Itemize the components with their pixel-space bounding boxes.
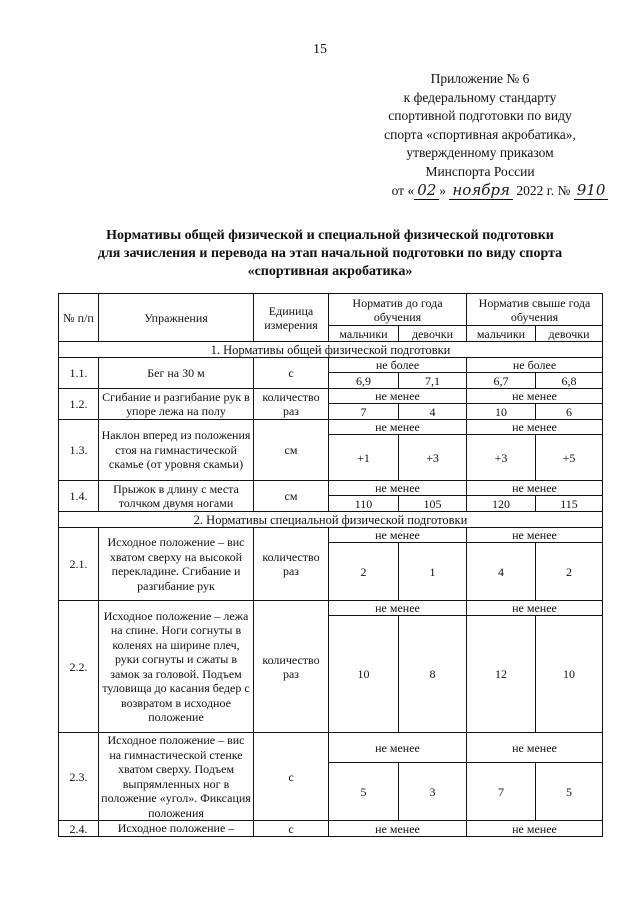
condition-cell: не менее <box>329 821 467 837</box>
exercise-cell: Наклон вперед из положения стоя на гимнастической скамье (от уровня скамьи) <box>99 420 254 481</box>
value-cell: 10 <box>536 616 603 733</box>
condition-cell: не менее <box>467 733 603 763</box>
title-line: «спортивная акробатика» <box>247 264 413 279</box>
value-cell: 12 <box>467 616 536 733</box>
value-cell: 5 <box>536 763 603 821</box>
value-cell: 6,9 <box>329 373 399 389</box>
condition-cell: не менее <box>329 481 467 496</box>
value-cell: 5 <box>329 763 399 821</box>
table-row <box>59 733 603 763</box>
value-cell: 115 <box>536 496 603 512</box>
handwritten-day: 02 <box>414 181 439 200</box>
condition-cell: не менее <box>467 481 603 496</box>
document-title <box>60 227 600 281</box>
unit-cell: с <box>254 358 329 389</box>
condition-cell: не менее <box>467 528 603 543</box>
value-cell: 7 <box>467 763 536 821</box>
value-cell: 7 <box>329 404 399 420</box>
unit-cell: см <box>254 420 329 481</box>
appendix-line: к федеральному стандарту <box>403 89 557 105</box>
unit-cell: количество раз <box>254 389 329 420</box>
exercise-cell: Прыжок в длину с места толчком двумя ногами <box>99 481 254 512</box>
condition-cell: не менее <box>329 389 467 404</box>
value-cell: 10 <box>329 616 399 733</box>
header-row <box>59 294 603 326</box>
condition-cell: не менее <box>467 420 603 435</box>
row-number: 1.2. <box>59 389 99 420</box>
value-cell: 4 <box>467 543 536 601</box>
value-cell: 6 <box>536 404 603 420</box>
exercise-cell: Исходное положение – <box>99 821 254 837</box>
row-number: 1.4. <box>59 481 99 512</box>
value-cell: +3 <box>467 435 536 481</box>
value-cell: 1 <box>399 543 467 601</box>
condition-cell: не менее <box>467 389 603 404</box>
header-girls: девочки <box>536 326 603 342</box>
row-number: 2.3. <box>59 733 99 821</box>
value-cell: 7,1 <box>399 373 467 389</box>
appendix-block <box>330 70 630 201</box>
value-cell: 10 <box>467 404 536 420</box>
table-row <box>59 821 603 837</box>
table-row <box>59 601 603 616</box>
value-cell: +1 <box>329 435 399 481</box>
unit-cell: количество раз <box>254 601 329 733</box>
exercise-cell: Сгибание и разгибание рук в упоре лежа на полу <box>99 389 254 420</box>
row-number: 1.3. <box>59 420 99 481</box>
handwritten-month: ноября <box>449 181 513 200</box>
value-cell: 6,7 <box>467 373 536 389</box>
condition-cell: не менее <box>329 528 467 543</box>
title-line: Нормативы общей физической и специальной физической подготовки <box>106 228 554 243</box>
unit-cell: количество раз <box>254 528 329 601</box>
section-row <box>59 512 603 528</box>
condition-cell: не менее <box>329 601 467 616</box>
appendix-line: спорта «спортивная акробатика», <box>384 126 576 142</box>
condition-cell: не менее <box>467 821 603 837</box>
table-row <box>59 389 603 404</box>
date-prefix: от « <box>391 183 415 198</box>
unit-cell: с <box>254 733 329 821</box>
condition-cell: не более <box>467 358 603 373</box>
handwritten-order-number: 910 <box>574 181 609 200</box>
header-girls: девочки <box>399 326 467 342</box>
value-cell: 3 <box>399 763 467 821</box>
table-row <box>59 420 603 435</box>
table-row <box>59 481 603 496</box>
year-text: 2022 г. № <box>516 183 571 198</box>
table-row <box>59 358 603 373</box>
row-number: 1.1. <box>59 358 99 389</box>
value-cell: +5 <box>536 435 603 481</box>
header-exercise: Упражнения <box>99 294 254 342</box>
value-cell: 2 <box>329 543 399 601</box>
page-number: 15 <box>313 42 327 57</box>
order-date-line <box>330 181 630 201</box>
value-cell: 8 <box>399 616 467 733</box>
header-group-after-year: Норматив свыше года обучения <box>467 294 603 326</box>
section-title: 2. Нормативы специальной физической подготовки <box>59 512 603 528</box>
value-cell: 110 <box>329 496 399 512</box>
row-number: 2.4. <box>59 821 99 837</box>
header-group-first-year: Норматив до года обучения <box>329 294 467 326</box>
exercise-cell: Исходное положение – лежа на спине. Ноги согнуты в коленях на ширине плеч, руки согнуты и сжаты в замок за головой. Подъем туловища до касания бедер с возвратом в исходное положение <box>99 601 254 733</box>
value-cell: 2 <box>536 543 603 601</box>
condition-cell: не более <box>329 358 467 373</box>
condition-cell: не менее <box>329 733 467 763</box>
appendix-line: спортивной подготовки по виду <box>388 108 572 123</box>
section-row <box>59 342 603 358</box>
title-line: для зачисления и перевода на этап начальной подготовки по виду спорта <box>97 246 563 261</box>
unit-cell: см <box>254 481 329 512</box>
exercise-cell: Бег на 30 м <box>99 358 254 389</box>
condition-cell: не менее <box>467 601 603 616</box>
header-num: № п/п <box>59 294 99 342</box>
row-number: 2.1. <box>59 528 99 601</box>
appendix-line: утвержденному приказом <box>406 145 554 160</box>
condition-cell: не менее <box>329 420 467 435</box>
section-title: 1. Нормативы общей физической подготовки <box>59 342 603 358</box>
header-unit: Единица измерения <box>254 294 329 342</box>
header-boys: мальчики <box>467 326 536 342</box>
value-cell: +3 <box>399 435 467 481</box>
appendix-line: Минспорта России <box>425 163 535 179</box>
row-number: 2.2. <box>59 601 99 733</box>
value-cell: 6,8 <box>536 373 603 389</box>
norms-table <box>58 293 603 837</box>
date-separator: » <box>439 183 447 198</box>
header-boys: мальчики <box>329 326 399 342</box>
value-cell: 105 <box>399 496 467 512</box>
unit-cell: с <box>254 821 329 837</box>
appendix-line: Приложение № 6 <box>430 71 530 86</box>
value-cell: 4 <box>399 404 467 420</box>
value-cell: 120 <box>467 496 536 512</box>
exercise-cell: Исходное положение – вис на гимнастической стенке хватом сверху. Подъем выпрямленных ног в положение «угол». Фиксация положения <box>99 733 254 821</box>
exercise-cell: Исходное положение – вис хватом сверху на высокой перекладине. Сгибание и разгибание рук <box>99 528 254 601</box>
table-row <box>59 528 603 543</box>
